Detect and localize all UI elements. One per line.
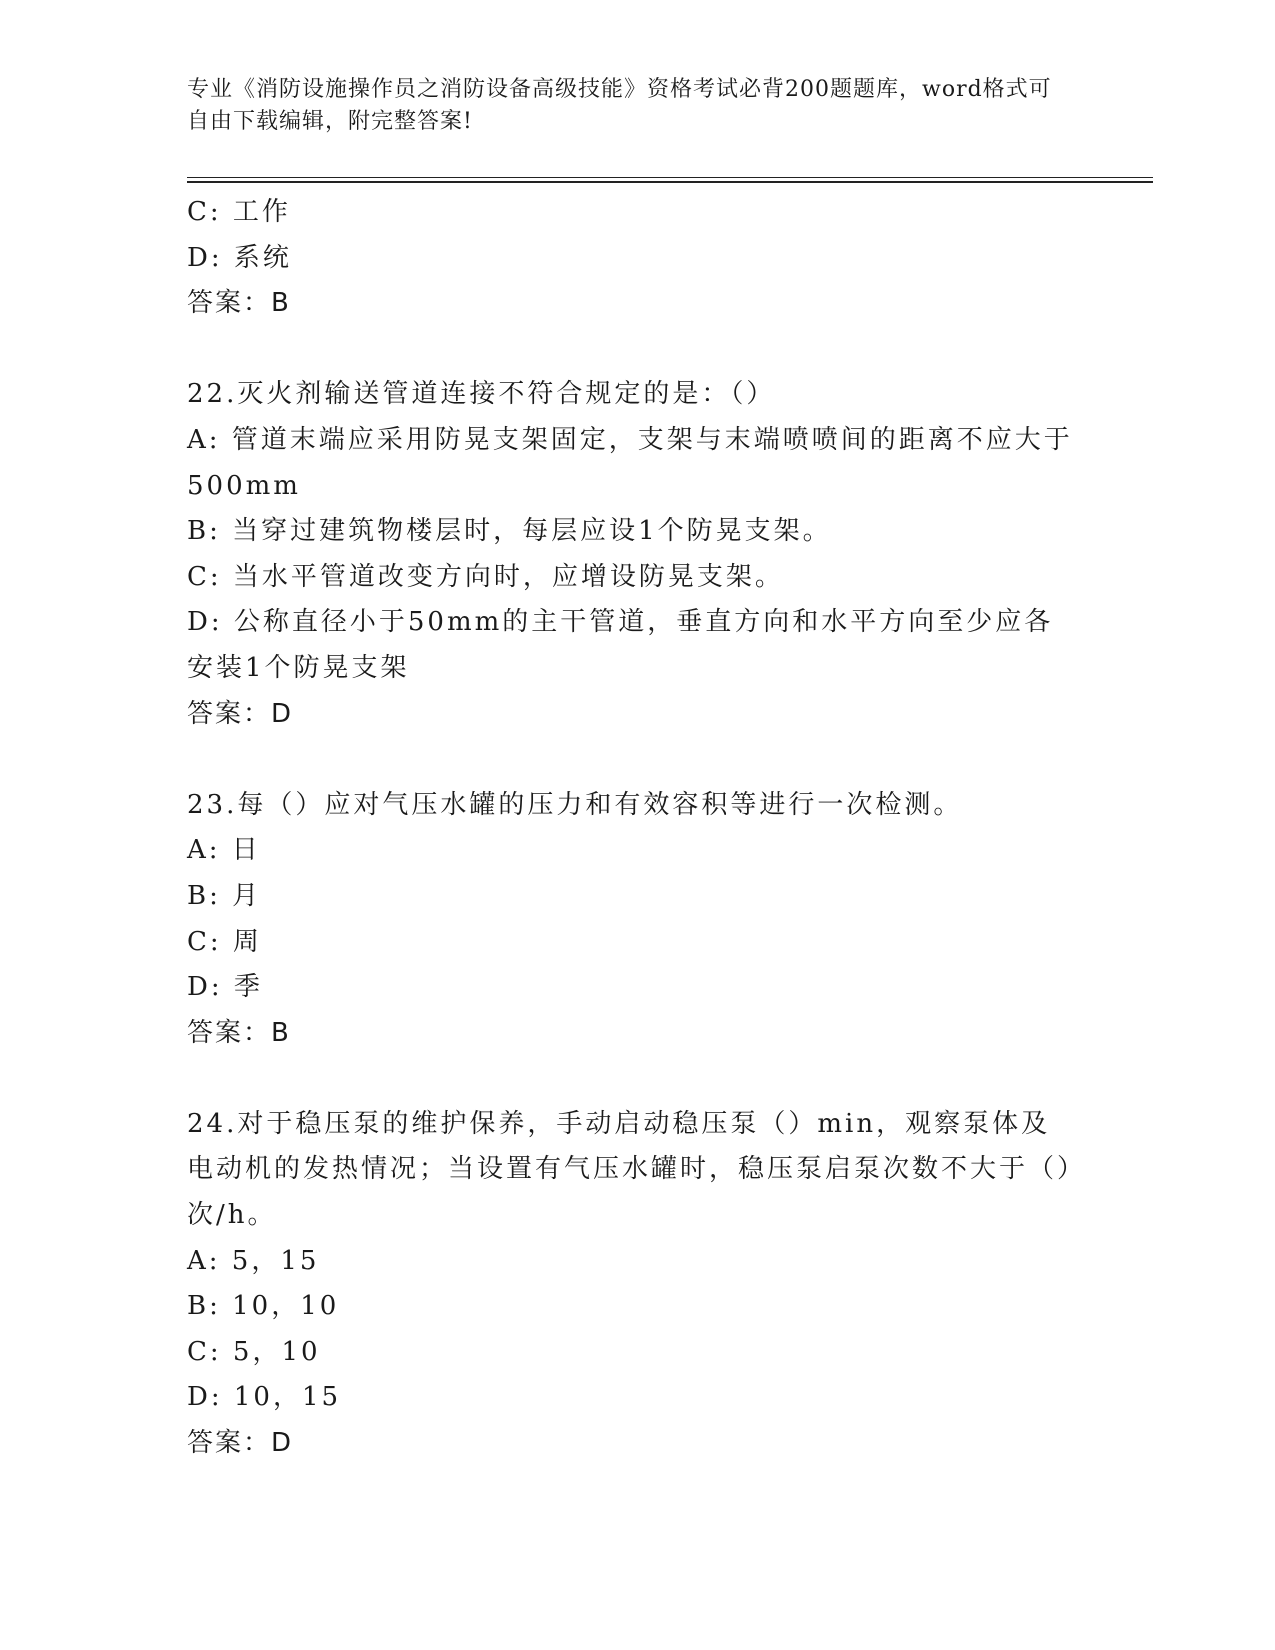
- option-c: C: 5，10: [187, 1336, 321, 1367]
- question-24: [187, 1102, 1077, 1467]
- option-a: A: 5，15: [187, 1245, 320, 1276]
- answer-label: 答案：B: [187, 288, 291, 319]
- option-d: D: 10，15: [187, 1382, 342, 1413]
- option-d: D: 系统: [187, 242, 292, 273]
- spacer: [187, 327, 1077, 373]
- option-c: C: 工作: [187, 197, 291, 227]
- option-b: B: 10，10: [187, 1291, 340, 1322]
- question-text: 23.每（）应对气压水罐的压力和有效容积等进行一次检测。: [187, 789, 963, 820]
- header-rule-thin: [187, 177, 1153, 178]
- page-header-title: 专业《消防设施操作员之消防设备高级技能》资格考试必背200题题库，word格式可自由下载编辑，附完整答案!: [187, 77, 1052, 134]
- option-d: D: 季: [187, 972, 263, 1003]
- header-rule-thick: [187, 181, 1153, 183]
- answer-label: 答案：D: [187, 698, 294, 729]
- option-b: B: 月: [187, 880, 262, 911]
- option-a: A: 日: [187, 835, 261, 866]
- answer-label: 答案：D: [187, 1428, 294, 1459]
- option-b: B: 当穿过建筑物楼层时，每层应设1个防晃支架。: [187, 516, 832, 547]
- question-text: 22.灭火剂输送管道连接不符合规定的是：（）: [187, 379, 776, 410]
- option-c: C: 当水平管道改变方向时，应增设防晃支架。: [187, 561, 784, 592]
- question-content: [187, 190, 1077, 1467]
- question-22: [187, 372, 1077, 737]
- option-c: C: 周: [187, 926, 262, 957]
- answer-label: 答案：B: [187, 1017, 291, 1048]
- spacer: [187, 1056, 1077, 1102]
- option-d: D: 公称直径小于50mm的主干管道，垂直方向和水平方向至少应各安装1个防晃支架: [187, 607, 1054, 683]
- question-23: [187, 783, 1077, 1057]
- question-21-partial: [187, 190, 1077, 327]
- spacer: [187, 737, 1077, 783]
- option-a: A: 管道末端应采用防晃支架固定，支架与末端喷喷间的距离不应大于500mm: [187, 424, 1073, 501]
- question-text: 24.对于稳压泵的维护保养，手动启动稳压泵（）min，观察泵体及电动机的发热情况；当设置有气压水罐时，稳压泵启泵次数不大于（）次/h。: [187, 1108, 1074, 1231]
